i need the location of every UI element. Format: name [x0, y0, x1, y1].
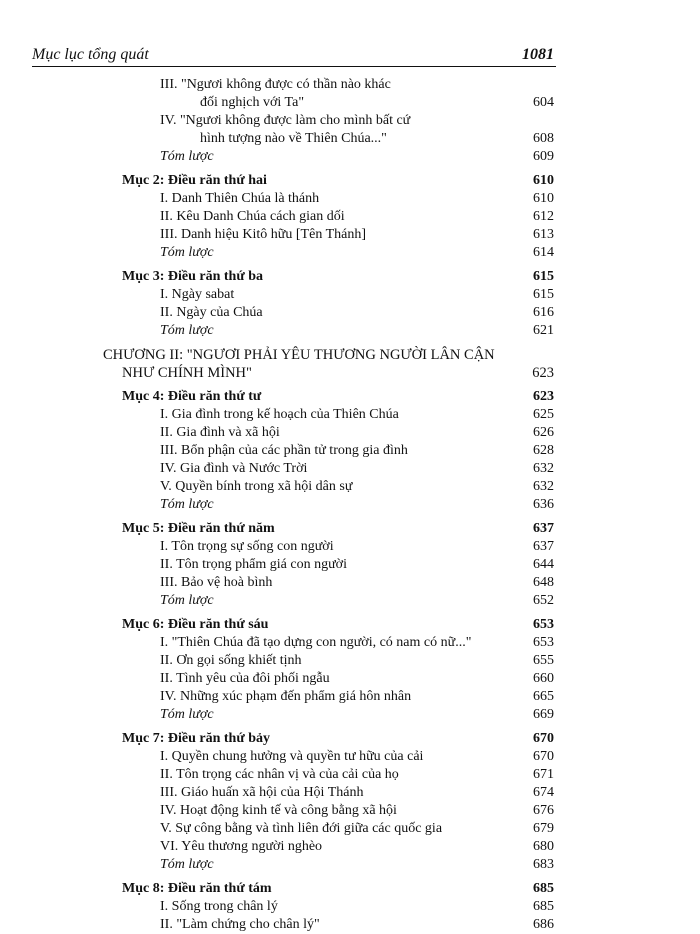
toc-entry-page: 610: [533, 173, 554, 188]
toc-entry: [0, 208, 700, 226]
toc-entry-page: 653: [533, 617, 554, 632]
toc-chapter-heading: [0, 346, 700, 364]
toc-entry-page: 625: [533, 407, 554, 422]
toc-entry-page: 623: [532, 365, 554, 381]
toc-entry-page: 637: [533, 521, 554, 536]
toc-entry-page: 615: [533, 287, 554, 302]
toc-entry-title: II. Gia đình và xã hội: [160, 425, 280, 440]
toc-entry: [0, 112, 700, 130]
toc-entry: [0, 226, 700, 244]
toc-entry-page: 685: [533, 881, 554, 896]
toc-entry-page: 612: [533, 209, 554, 224]
toc-entry-title: II. "Làm chứng cho chân lý": [160, 917, 320, 932]
toc-summary: [0, 148, 700, 166]
toc-entry-title: NHƯ CHÍNH MÌNH": [122, 365, 252, 381]
toc-entry: [0, 286, 700, 304]
toc-summary: [0, 856, 700, 874]
toc-entry: [0, 652, 700, 670]
toc-section-heading: [0, 388, 700, 406]
toc-summary: [0, 244, 700, 262]
toc-entry: [0, 442, 700, 460]
toc-entry-page: 670: [533, 749, 554, 764]
toc-entry-title: I. Ngày sabat: [160, 287, 235, 302]
toc-entry: [0, 688, 700, 706]
toc-entry-title: hình tượng nào về Thiên Chúa...": [200, 131, 387, 146]
toc-entry-page: 655: [533, 653, 554, 668]
toc-entry-title: Mục 6: Điều răn thứ sáu: [122, 617, 269, 632]
toc-entry-title: I. Quyền chung hưởng và quyền tư hữu của cải: [160, 749, 424, 764]
toc-entry: [0, 94, 700, 112]
toc-entry-title: Tóm lược: [160, 857, 214, 872]
toc-entry-page: 621: [533, 323, 554, 338]
toc-summary: [0, 706, 700, 724]
toc-entry-page: 644: [533, 557, 554, 572]
toc-entry-title: III. Bổn phận của các phần tử trong gia đình: [160, 443, 408, 458]
toc-entry-page: 648: [533, 575, 554, 590]
toc-entry-page: 632: [533, 479, 554, 494]
toc-entry: [0, 556, 700, 574]
toc-entry-title: I. Danh Thiên Chúa là thánh: [160, 191, 320, 206]
toc-entry-page: 680: [533, 839, 554, 854]
toc-entry-page: 632: [533, 461, 554, 476]
toc-entry-page: 616: [533, 305, 554, 320]
toc-entry-page: 614: [533, 245, 554, 260]
toc-entry-page: 628: [533, 443, 554, 458]
toc-entry: [0, 406, 700, 424]
toc-entry-page: 674: [533, 785, 554, 800]
toc-entry-title: III. "Ngươi không được có thần nào khác: [160, 77, 391, 92]
toc-entry-page: 636: [533, 497, 554, 512]
toc-entry-title: Mục 3: Điều răn thứ ba: [122, 269, 264, 284]
toc-entry-title: II. Ơn gọi sống khiết tịnh: [160, 653, 302, 668]
toc-entry-title: I. "Thiên Chúa đã tạo dựng con người, có nam có nữ...": [160, 635, 472, 650]
toc-entry-title: Tóm lược: [160, 245, 214, 260]
toc-entry: [0, 574, 700, 592]
toc-entry-title: Tóm lược: [160, 707, 214, 722]
toc-section-heading: [0, 268, 700, 286]
toc-entry-page: 671: [533, 767, 554, 782]
toc-entry-page: 604: [533, 95, 554, 110]
toc-entry-title: Mục 4: Điều răn thứ tư: [122, 389, 262, 404]
toc-entry-title: II. Tình yêu của đôi phối ngẫu: [160, 671, 330, 686]
toc-entry: [0, 748, 700, 766]
toc-entry-title: I. Tôn trọng sự sống con người: [160, 539, 334, 554]
toc-summary: [0, 322, 700, 340]
toc-entry-title: IV. "Ngươi không được làm cho mình bất cứ: [160, 113, 411, 128]
toc-entry-title: V. Quyền bính trong xã hội dân sự: [160, 479, 353, 494]
toc-entry: [0, 802, 700, 820]
toc-entry-title: CHƯƠNG II: "NGƯƠI PHẢI YÊU THƯƠNG NGƯỜI LÂN CẬN: [103, 347, 495, 363]
toc-entry: [0, 820, 700, 838]
toc-entry-title: III. Bảo vệ hoà bình: [160, 575, 273, 590]
toc-entry-page: 652: [533, 593, 554, 608]
toc-entry: [0, 538, 700, 556]
toc-list: [0, 76, 700, 934]
toc-entry-title: II. Kêu Danh Chúa cách gian dối: [160, 209, 345, 224]
toc-section-heading: [0, 172, 700, 190]
toc-entry-title: V. Sự công bằng và tình liên đới giữa các quốc gia: [160, 821, 443, 836]
toc-section-heading: [0, 730, 700, 748]
toc-summary: [0, 592, 700, 610]
toc-entry: [0, 130, 700, 148]
toc-entry: [0, 766, 700, 784]
toc-entry-title: Tóm lược: [160, 497, 214, 512]
toc-entry-page: 660: [533, 671, 554, 686]
toc-summary: [0, 496, 700, 514]
header-title: Mục lục tổng quát: [32, 46, 149, 63]
toc-entry: [0, 898, 700, 916]
toc-entry: [0, 634, 700, 652]
toc-entry-title: IV. Những xúc phạm đến phẩm giá hôn nhân: [160, 689, 412, 704]
toc-entry-title: IV. Hoạt động kinh tế và công bằng xã hội: [160, 803, 397, 818]
toc-entry: [0, 478, 700, 496]
toc-entry: [0, 670, 700, 688]
toc-section-heading: [0, 616, 700, 634]
toc-entry-page: 615: [533, 269, 554, 284]
toc-entry-title: II. Ngày của Chúa: [160, 305, 263, 320]
toc-entry: [0, 460, 700, 478]
toc-chapter-heading: [0, 364, 700, 382]
toc-entry-title: Tóm lược: [160, 593, 214, 608]
toc-entry-title: đối nghịch với Ta": [200, 95, 305, 110]
header-page-number: 1081: [522, 46, 554, 63]
toc-entry-page: 669: [533, 707, 554, 722]
toc-entry-page: 683: [533, 857, 554, 872]
toc-entry: [0, 76, 700, 94]
toc-entry-page: 610: [533, 191, 554, 206]
toc-entry-title: Mục 8: Điều răn thứ tám: [122, 881, 272, 896]
toc-entry-page: 613: [533, 227, 554, 242]
toc-entry-page: 685: [533, 899, 554, 914]
toc-entry-page: 670: [533, 731, 554, 746]
toc-entry-page: 653: [533, 635, 554, 650]
toc-entry-page: 609: [533, 149, 554, 164]
toc-entry-title: I. Sống trong chân lý: [160, 899, 278, 914]
toc-entry: [0, 838, 700, 856]
toc-entry-title: IV. Gia đình và Nước Trời: [160, 461, 308, 476]
toc-entry-page: 686: [533, 917, 554, 932]
toc-entry-page: 608: [533, 131, 554, 146]
toc-entry-page: 665: [533, 689, 554, 704]
toc-entry-title: Tóm lược: [160, 149, 214, 164]
toc-entry-page: 623: [533, 389, 554, 404]
toc-entry-title: Mục 2: Điều răn thứ hai: [122, 173, 267, 188]
toc-entry-page: 637: [533, 539, 554, 554]
toc-entry-title: II. Tôn trọng phẩm giá con người: [160, 557, 347, 572]
toc-entry-title: III. Danh hiệu Kitô hữu [Tên Thánh]: [160, 227, 366, 242]
toc-entry-title: III. Giáo huấn xã hội của Hội Thánh: [160, 785, 364, 800]
toc-entry: [0, 190, 700, 208]
toc-entry-title: I. Gia đình trong kế hoạch của Thiên Chúa: [160, 407, 399, 422]
toc-entry: [0, 784, 700, 802]
toc-entry-title: Mục 5: Điều răn thứ năm: [122, 521, 275, 536]
toc-entry-page: 679: [533, 821, 554, 836]
header-rule: [32, 66, 556, 67]
toc-entry-title: VI. Yêu thương người nghèo: [160, 839, 323, 854]
toc-entry: [0, 424, 700, 442]
toc-section-heading: [0, 880, 700, 898]
toc-entry: [0, 304, 700, 322]
toc-entry: [0, 916, 700, 934]
toc-entry-title: Mục 7: Điều răn thứ bảy: [122, 731, 271, 746]
toc-entry-page: 676: [533, 803, 554, 818]
toc-section-heading: [0, 520, 700, 538]
toc-entry-title: II. Tôn trọng các nhân vị và của cải của họ: [160, 767, 399, 782]
running-header: [32, 46, 554, 64]
toc-entry-title: Tóm lược: [160, 323, 214, 338]
toc-entry-page: 626: [533, 425, 554, 440]
